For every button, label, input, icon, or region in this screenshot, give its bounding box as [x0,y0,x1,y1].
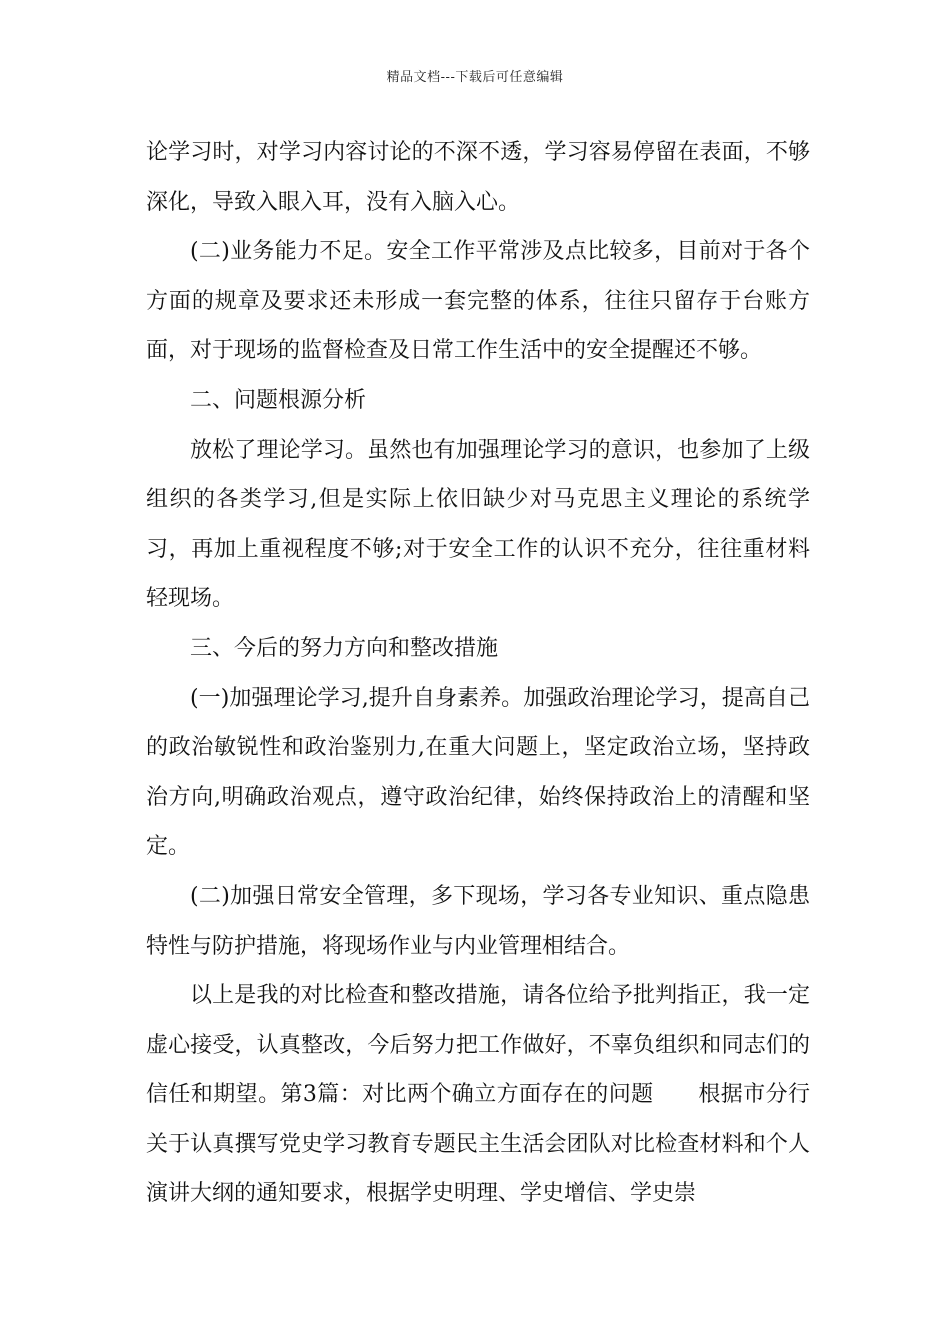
paragraph-business-ability: (二)业务能力不足。安全工作平常涉及点比较多，目前对于各个方面的规章及要求还未形成一套完整的体系，往往只留存于台账方面，对于现场的监督检查及日常工作生活中的安全提醒还不够。 [146,239,810,364]
paragraph-theory-study: 放松了理论学习。虽然也有加强理论学习的意识，也参加了上级组织的各类学习,但是实际上依旧缺少对马克思主义理论的系统学习，再加上重视程度不够;对于安全工作的认识不充分，往往重材料轻现场。 [146,437,810,612]
paragraph-measure-two: (二)加强日常安全管理，多下现场，学习各专业知识、重点隐患特性与防护措施，将现场作业与内业管理相结合。 [146,883,810,959]
section-heading-root-cause: 二、问题根源分析 [190,387,367,413]
page-header: 精品文档---下载后可任意编辑 [386,70,564,85]
section-heading-rectification: 三、今后的努力方向和整改措施 [190,635,499,661]
document-body [146,128,810,1219]
paragraph-continued: 论学习时，对学习内容讨论的不深不透，学习容易停留在表面，不够深化，导致入眼入耳，没有入脑入心。 [146,140,810,215]
paragraph-measure-one: (一)加强理论学习,提升自身素养。加强政治理论学习，提高自己的政治敏锐性和政治鉴别力,在重大问题上，坚定政治立场，坚持政治方向,明确政治观点，遵守政治纪律，始终保持政治上的清醒和坚定。 [146,685,810,860]
paragraph-conclusion: 以上是我的对比检查和整改措施，请各位给予批判指正，我一定虚心接受，认真整改，今后努力把工作做好，不辜负组织和同志们的信任和期望。第3篇：对比两个确立方面存在的问题 根据市分行关于认真撰写党史学习教育专题民主生活会团队对比检查材料和个人演讲大纲的通知要求，根据学史明理、学史增信、学史崇 [146,983,810,1207]
